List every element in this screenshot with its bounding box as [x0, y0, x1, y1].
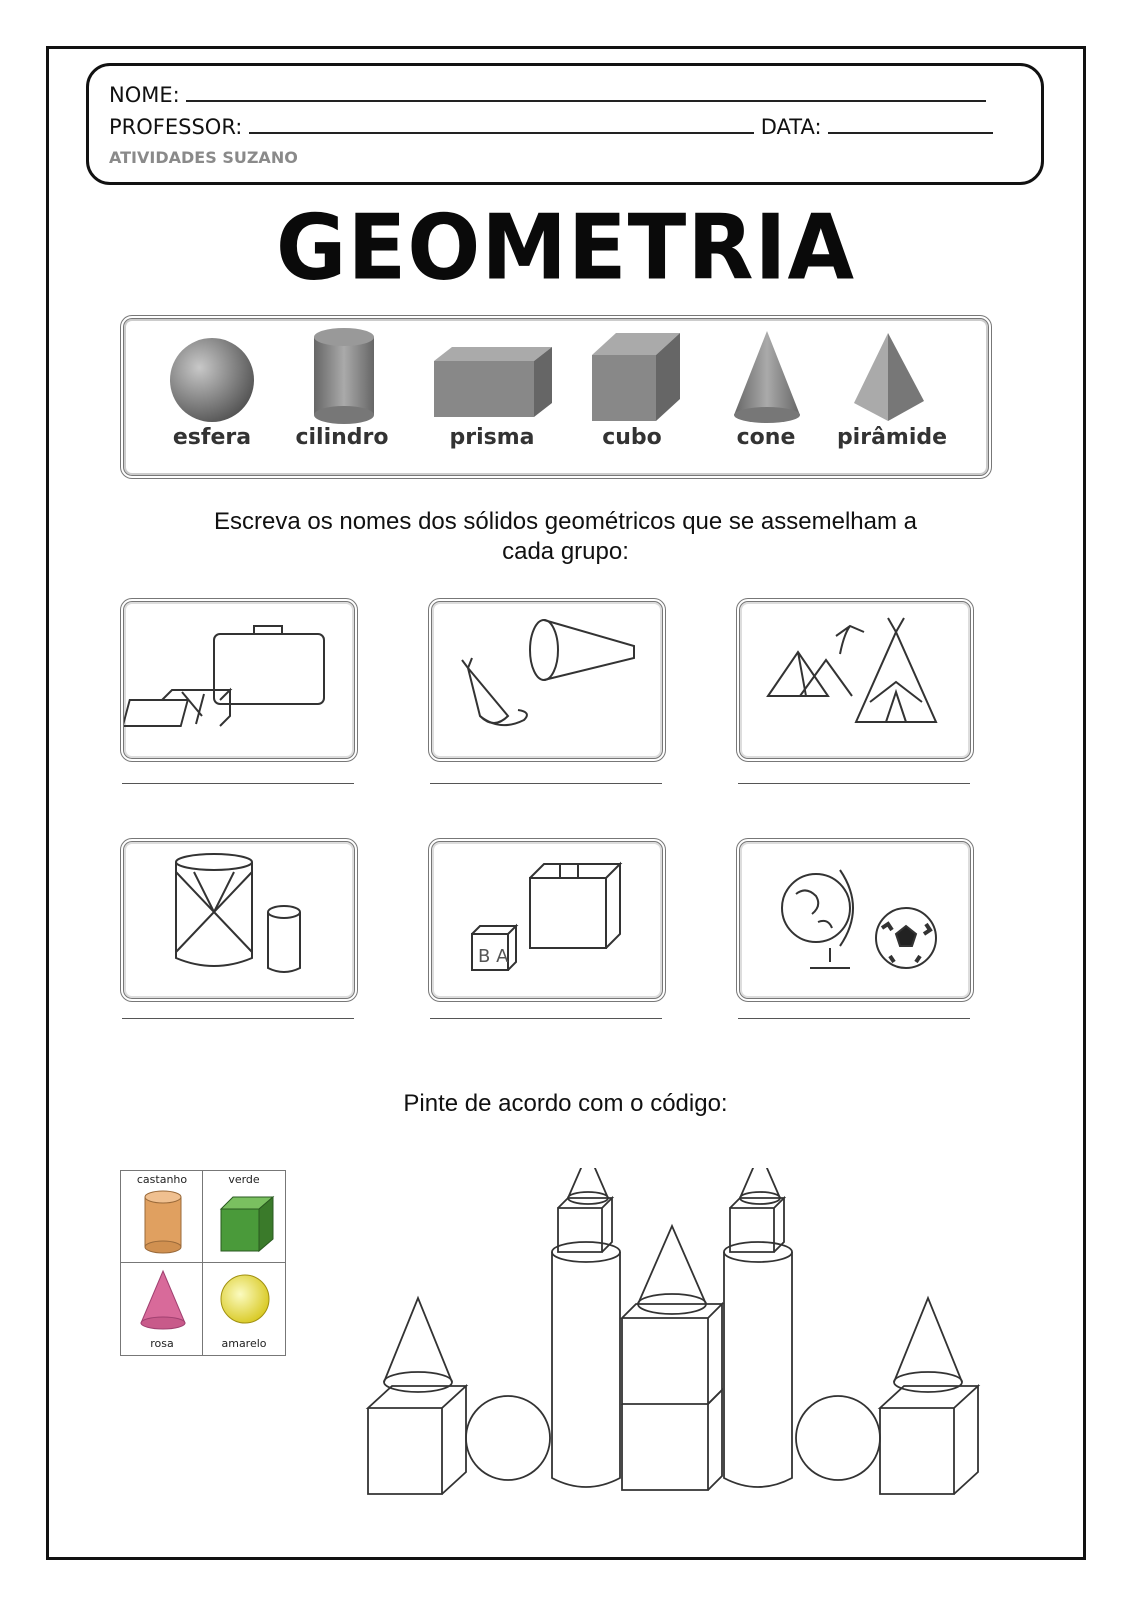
castle-coloring-drawing[interactable] [360, 1168, 990, 1508]
cube-icon [219, 1195, 275, 1253]
legend-label: castanho [136, 1173, 188, 1186]
group-picture-pyramids-tent [736, 598, 974, 762]
party-hat-and-megaphone-drawing [432, 602, 662, 758]
group-picture-party-hat [428, 598, 666, 762]
pyramid-icon [852, 331, 926, 423]
instruction-write-line2: cada grupo: [502, 538, 629, 565]
svg-text:B A: B A [478, 946, 509, 967]
teacher-label: PROFESSOR: [109, 115, 243, 139]
group-picture-boxes [428, 838, 666, 1002]
cone-icon [139, 1269, 187, 1331]
answer-line-3[interactable] [738, 783, 970, 784]
solid-label: prisma [449, 425, 535, 450]
color-code-legend [120, 1170, 286, 1356]
cylinder-icon [143, 1189, 183, 1255]
globe-and-ball-drawing [740, 842, 970, 998]
cone-icon [732, 329, 802, 425]
solids-reference-box [120, 315, 992, 479]
cube-icon [590, 331, 684, 425]
pyramids-and-tent-drawing [740, 602, 970, 758]
name-row [109, 82, 986, 107]
name-field[interactable] [186, 82, 986, 102]
group-picture-suitcase [120, 598, 358, 762]
legend-label: amarelo [221, 1337, 267, 1350]
date-label: DATA: [760, 115, 822, 139]
name-label: NOME: [109, 83, 180, 107]
brand-text: ATIVIDADES SUZANO [109, 148, 298, 167]
legend-label: verde [228, 1173, 260, 1186]
answer-line-4[interactable] [122, 1018, 354, 1019]
teacher-field[interactable] [249, 114, 754, 134]
instruction-write-line1: Escreva os nomes dos sólidos geométricos que se assemelham a [213, 508, 917, 535]
legend-cube-green [203, 1171, 285, 1263]
solid-label: cubo [602, 425, 662, 450]
legend-cylinder-brown [121, 1171, 203, 1263]
legend-sphere-yellow [203, 1263, 285, 1355]
answer-line-5[interactable] [430, 1018, 662, 1019]
instruction-paint: Pinte de acordo com o código: [403, 1090, 728, 1117]
solid-label: esfera [172, 425, 252, 450]
legend-cone-pink [121, 1263, 203, 1355]
answer-line-6[interactable] [738, 1018, 970, 1019]
answer-line-2[interactable] [430, 783, 662, 784]
sphere-icon [167, 335, 257, 425]
suitcase-and-box-drawing [124, 602, 354, 758]
page-title: GEOMETRIA [275, 195, 856, 301]
sphere-icon [219, 1273, 271, 1325]
solid-label: pirâmide [836, 425, 948, 450]
group-picture-drum [120, 838, 358, 1002]
date-field[interactable] [828, 114, 993, 134]
group-picture-globe-ball [736, 838, 974, 1002]
toy-block-and-box-drawing [432, 842, 662, 998]
cylinder-icon [312, 327, 378, 425]
solid-label: cilindro [295, 425, 389, 450]
answer-line-1[interactable] [122, 783, 354, 784]
legend-label: rosa [150, 1337, 174, 1350]
drum-and-can-drawing [124, 842, 354, 998]
prism-icon [432, 345, 556, 419]
student-info-header [86, 63, 1044, 185]
teacher-row [109, 114, 993, 139]
solid-label: cone [736, 425, 796, 450]
